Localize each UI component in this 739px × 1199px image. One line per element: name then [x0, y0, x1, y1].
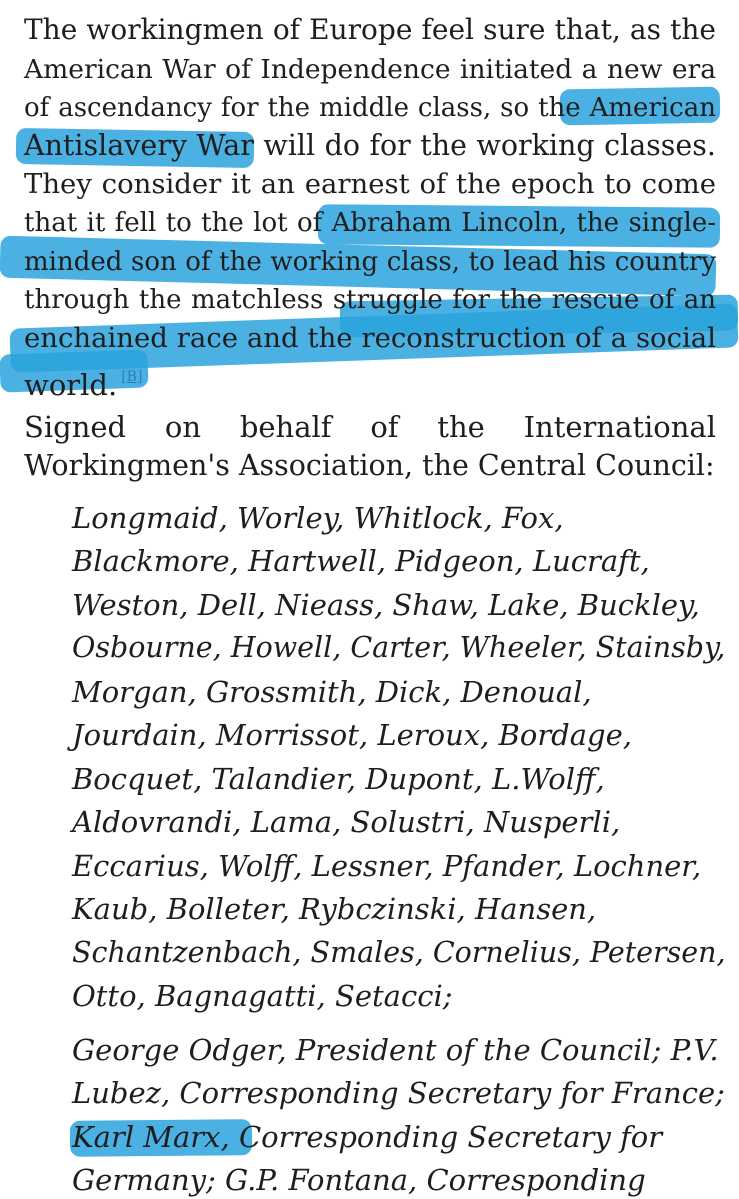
- paragraph-line: Antislavery War will do for the working classes.: [24, 129, 716, 162]
- paragraph-line: American War of Independence initiated a new era: [24, 54, 716, 85]
- signatories-line: Osbourne, Howell, Carter, Wheeler, Stainsby,: [72, 631, 726, 664]
- paragraph-last-line: [24, 357, 716, 402]
- officers-line: George Odger, President of the Council; P.V.: [72, 1033, 719, 1067]
- signatories-line: Aldovrandi, Lama, Solustri, Nusperli,: [72, 805, 621, 839]
- footnote-link[interactable]: [B]: [121, 369, 143, 385]
- signatories-line: Weston, Dell, Nieass, Shaw, Lake, Buckley,: [72, 588, 700, 622]
- signatories-line: Eccarius, Wolff, Lessner, Pfander, Lochner,: [72, 849, 702, 883]
- paragraph-line: of ascendancy for the middle class, so the American: [24, 93, 716, 123]
- paragraph-line-text: world.: [24, 368, 118, 402]
- paragraph-line: through the matchless struggle for the rescue of an: [24, 285, 716, 315]
- paragraph-line: The workingmen of Europe feel sure that, as the: [24, 13, 716, 46]
- signed-line: Signed on behalf of the International: [24, 410, 716, 444]
- signatories-line: Longmaid, Worley, Whitlock, Fox,: [72, 501, 564, 535]
- signed-line: Workingmen's Association, the Central Council:: [24, 449, 715, 482]
- signatories-line: Jourdain, Morrissot, Leroux, Bordage,: [72, 718, 632, 752]
- signatories-line: Blackmore, Hartwell, Pidgeon, Lucraft,: [72, 544, 650, 578]
- officers-line: Karl Marx, Corresponding Secretary for: [72, 1120, 663, 1154]
- signatories-line: Schantzenbach, Smales, Cornelius, Petersen,: [72, 936, 726, 969]
- signatories-line: Morgan, Grossmith, Dick, Denoual,: [72, 675, 592, 709]
- officers-line: Germany; G.P. Fontana, Corresponding: [72, 1163, 646, 1197]
- signatories-line: Bocquet, Talandier, Dupont, L.Wolff,: [72, 762, 605, 796]
- signatories-line: Otto, Bagnagatti, Setacci;: [72, 979, 453, 1013]
- officers-line: Lubez, Corresponding Secretary for France;: [72, 1076, 725, 1110]
- paragraph-line: They consider it an earnest of the epoch to come: [24, 168, 716, 200]
- paragraph-line: enchained race and the reconstruction of a social: [24, 322, 716, 354]
- signatories-line: Kaub, Bolleter, Rybczinski, Hansen,: [72, 892, 597, 926]
- paragraph-line: minded son of the working class, to lead his country: [24, 247, 716, 277]
- paragraph-line: that it fell to the lot of Abraham Lincoln, the single-: [24, 208, 716, 238]
